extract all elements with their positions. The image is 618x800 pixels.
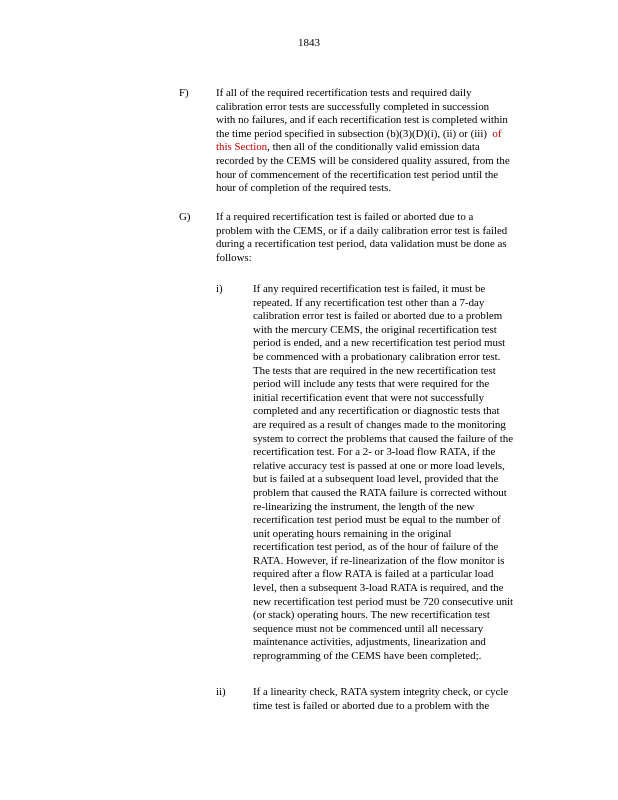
paragraph-g-text xyxy=(216,211,546,265)
text-line: system to correct the problems that caused the failure of the xyxy=(253,432,514,445)
text-line: but is failed at a subsequent load level, provided that the xyxy=(253,473,499,486)
text-line: maintenance activities, adjustments, linearization and xyxy=(253,636,486,649)
text-line: during a recertification test period, data validation must be done as xyxy=(216,238,507,251)
text-line xyxy=(216,128,546,142)
text-line xyxy=(216,141,546,155)
text-line: period will include any tests that were required for the xyxy=(253,378,490,391)
text-line: required after a flow RATA is failed at a particular load xyxy=(253,568,494,581)
paragraph-f-text xyxy=(216,87,546,196)
text-line: completed and any recertification or diagnostic tests that xyxy=(253,405,500,418)
text-line: relative accuracy test is passed at one or more load levels, xyxy=(253,459,505,472)
subparagraph-i-marker: i) xyxy=(216,283,223,295)
text-line: sequence must not be commenced until all necessary xyxy=(253,622,484,635)
text-line: calibration error test is failed or aborted due to a problem xyxy=(253,310,503,323)
text-line: follows: xyxy=(216,251,252,264)
page-number: 1843 xyxy=(298,37,320,49)
text-segment: , then all of the conditionally valid emission data xyxy=(267,141,480,154)
subparagraph-ii-marker: ii) xyxy=(216,686,226,698)
text-line: are required as a result of changes made to the monitoring xyxy=(253,418,506,431)
text-line: problem with the CEMS, or if a daily calibration error test is failed xyxy=(216,224,508,237)
subparagraph-i-text xyxy=(253,283,548,664)
text-segment: the time period specified in subsection (b)(3)(D)(i), (ii) or (iii) xyxy=(216,127,487,140)
section-reference-link[interactable]: this Section xyxy=(216,141,268,154)
text-line: period is ended, and a new recertification test period must xyxy=(253,337,506,350)
text-line: initial recertification event that were not successfully xyxy=(253,391,485,404)
text-line: reprogramming of the CEMS have been completed;. xyxy=(253,650,482,663)
text-line: recertification test period, as of the hour of failure of the xyxy=(253,541,499,554)
subparagraph-ii-text xyxy=(253,686,548,713)
text-line: hour of commencement of the recertification test period until the xyxy=(216,168,499,181)
text-line: hour of completion of the required tests. xyxy=(216,182,392,195)
text-line: problem that caused the RATA failure is corrected without xyxy=(253,486,507,499)
text-line: unit operating hours remaining in the original xyxy=(253,527,452,540)
text-line: with the mercury CEMS, the original recertification test xyxy=(253,323,497,336)
text-line: (or stack) operating hours. The new recertification test xyxy=(253,609,490,622)
text-line: re-linearizing the instrument, the length of the new xyxy=(253,500,475,513)
text-line: repeated. If any recertification test other than a 7-day xyxy=(253,296,485,309)
text-line: recertification test period must be equal to the number of xyxy=(253,514,501,527)
text-line: If a required recertification test is failed or aborted due to a xyxy=(216,211,474,223)
paragraph-f-marker: F) xyxy=(179,87,189,99)
text-line: new recertification test period must be 720 consecutive unit xyxy=(253,595,514,608)
text-line: level, then a subsequent 3-load RATA is required, and the xyxy=(253,582,504,595)
text-line: The tests that are required in the new recertification test xyxy=(253,364,496,377)
text-line: If all of the required recertification tests and required daily xyxy=(216,87,472,99)
text-line: If any required recertification test is failed, it must be xyxy=(253,283,486,295)
text-line: time test is failed or aborted due to a problem with the xyxy=(253,699,490,712)
text-line: with no failures, and if each recertification test is completed within xyxy=(216,114,508,127)
paragraph-g-marker: G) xyxy=(179,211,191,223)
text-line: recertification test. For a 2- or 3-load flow RATA, if the xyxy=(253,446,496,459)
text-line: RATA. However, if re-linearization of the flow monitor is xyxy=(253,554,505,567)
text-line: If a linearity check, RATA system integrity check, or cycle xyxy=(253,686,509,698)
text-line: be commenced with a probationary calibration error test. xyxy=(253,350,501,363)
text-line: calibration error tests are successfully completed in succession xyxy=(216,100,490,113)
section-reference-link[interactable]: of xyxy=(492,127,502,140)
text-line: recorded by the CEMS will be considered quality assured, from the xyxy=(216,154,510,167)
